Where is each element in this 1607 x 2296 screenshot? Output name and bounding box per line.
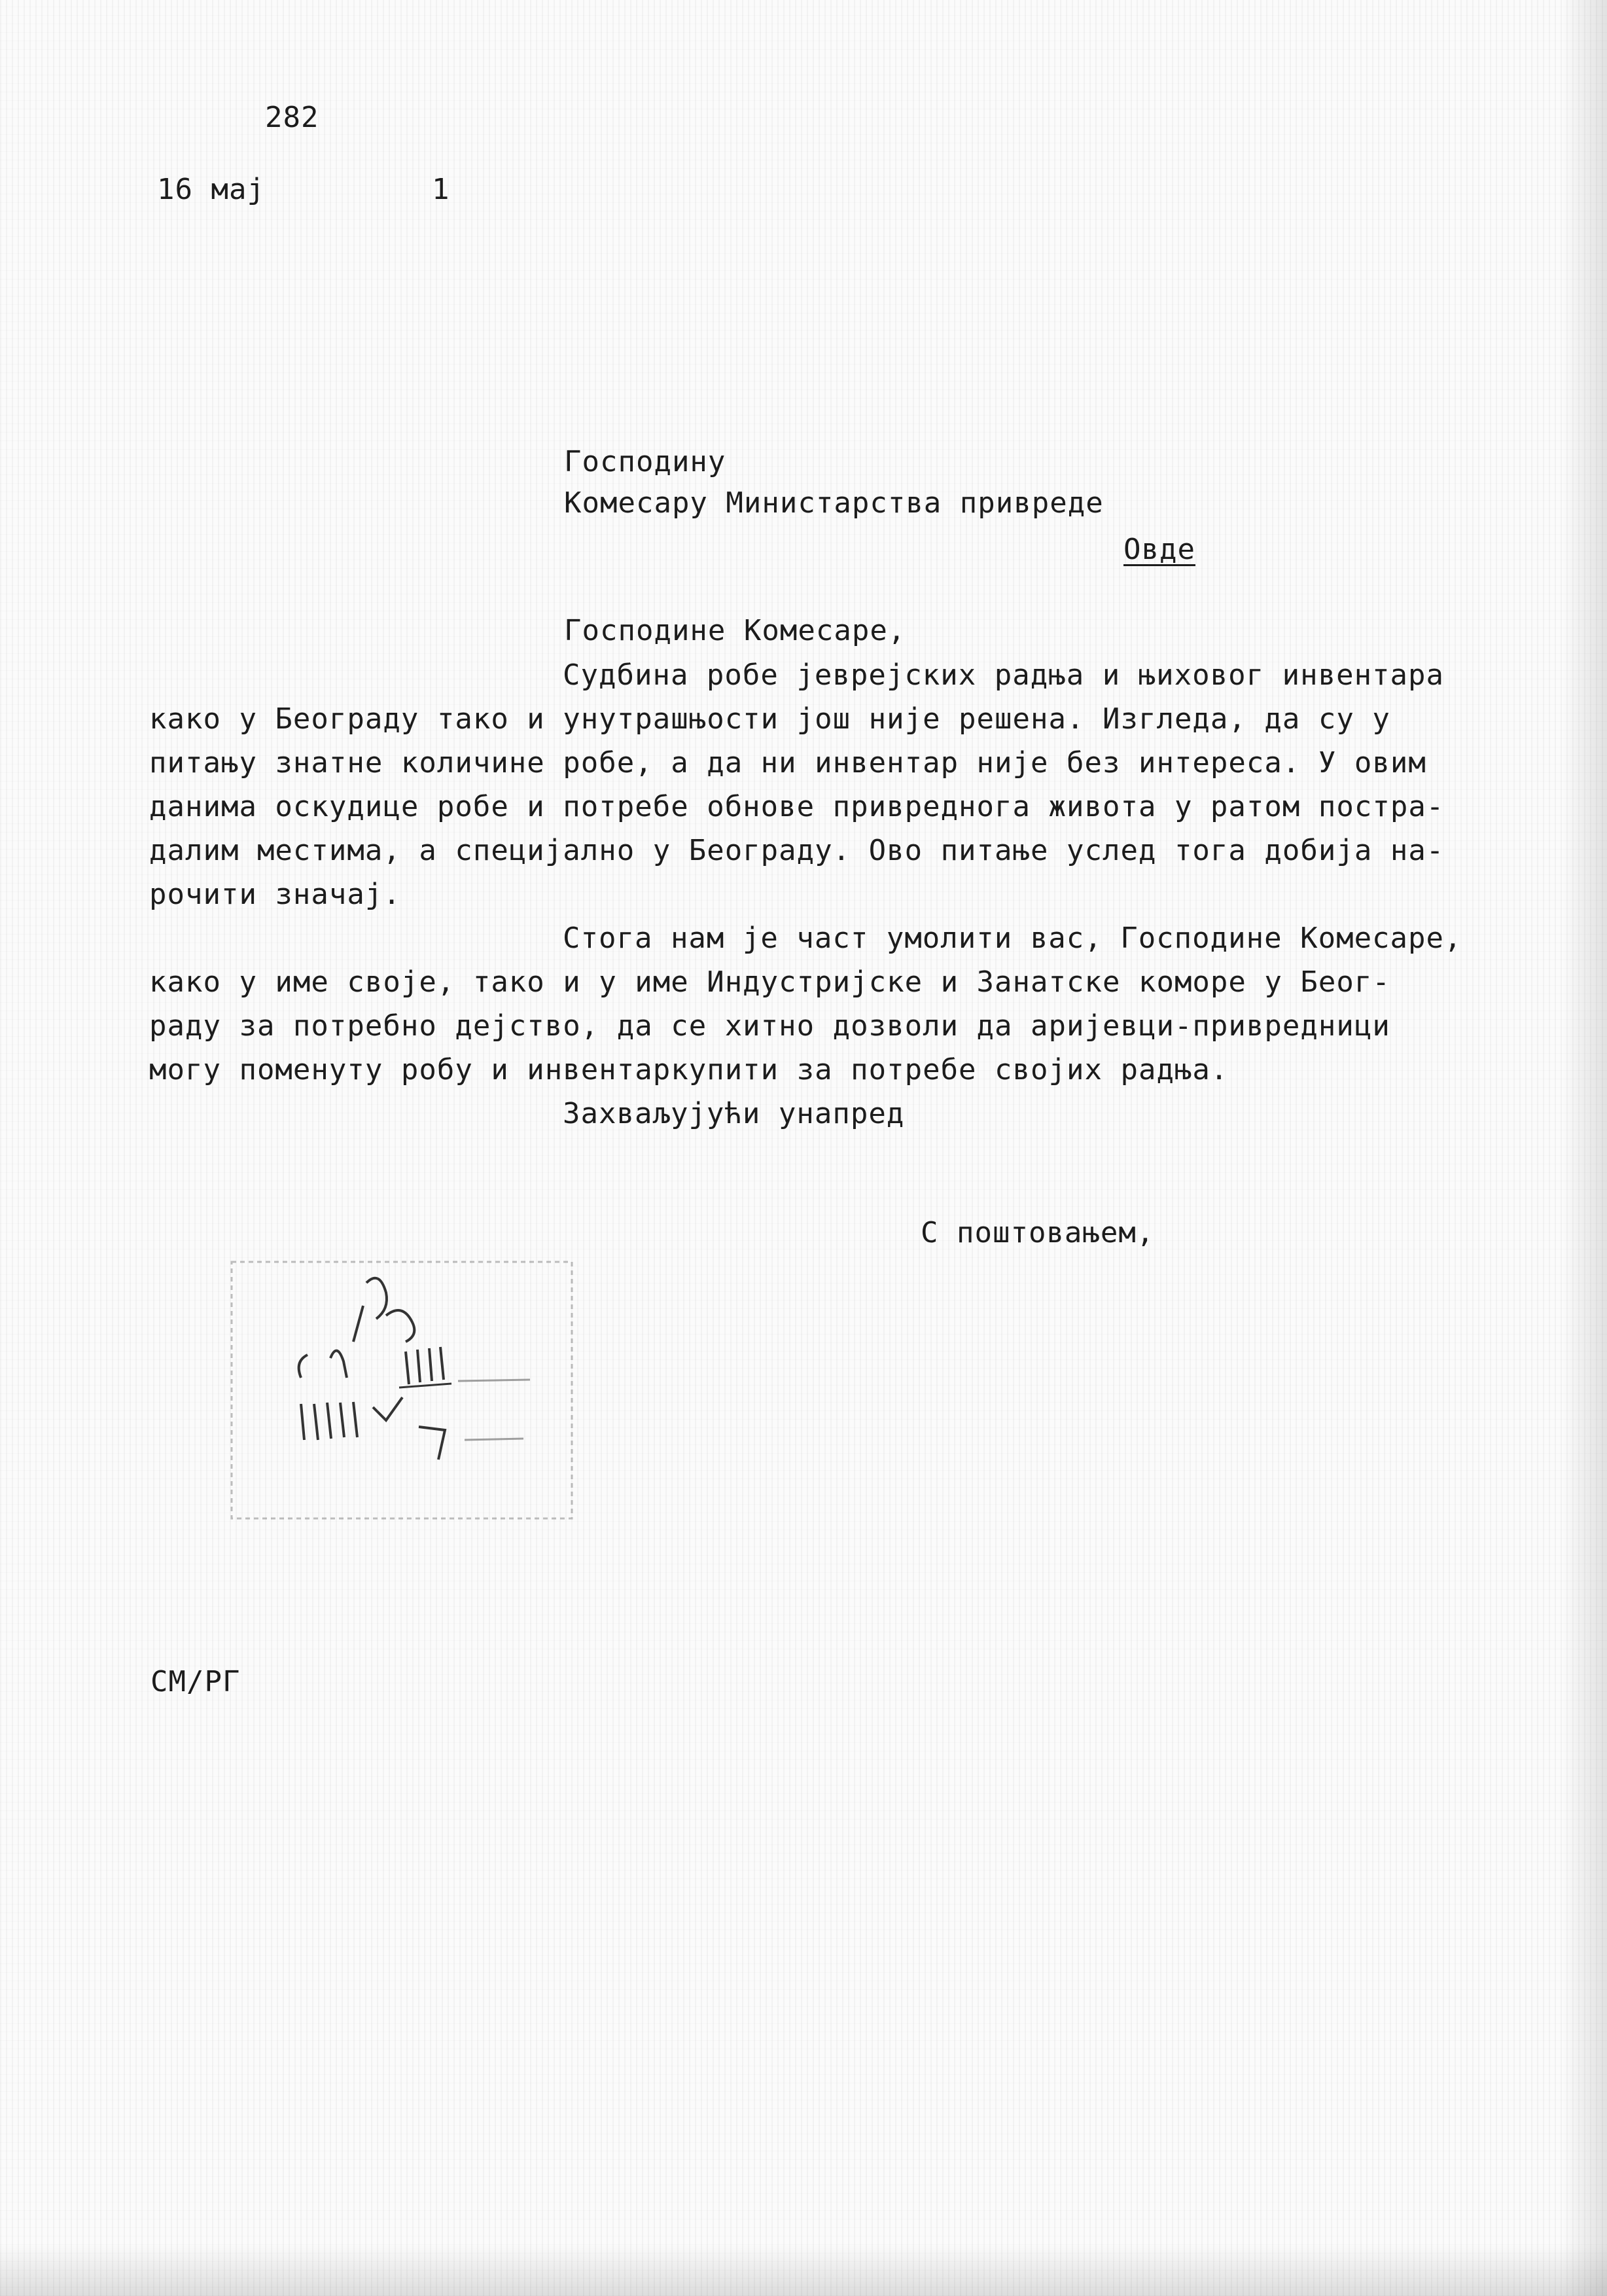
paragraph-2-line: Стога нам је част умолити вас, Господине Комесаре, (563, 922, 1462, 955)
paragraph-1-line: далим местима, а специјално у Београду. Ово питање услед тога добија на- (149, 834, 1445, 867)
page-number: 282 (265, 101, 319, 134)
addressee-line-1: Господину (564, 445, 726, 478)
closing: С поштовањем, (921, 1216, 1155, 1249)
date-line: 16 мај (157, 173, 265, 206)
thanks-line: Захваљујући унапред (563, 1097, 905, 1130)
paragraph-1-line: данима оскудице робе и потребе обнове привреднога живота у ратом постра- (149, 790, 1445, 823)
scan-shadow-bottom (0, 2244, 1607, 2296)
letter-body (149, 653, 1491, 1136)
paragraph-2-line: како у име своје, тако и у име Индустријске и Занатске коморе у Беог- (149, 965, 1390, 999)
paragraph-1-line: рочити значај. (149, 878, 401, 911)
addressee-line-3: Овде (1123, 533, 1195, 566)
reference-number: 1 (432, 173, 450, 206)
paragraph-2-line: могу поменуту робу и инвентаркупити за потребе својих радња. (149, 1053, 1229, 1086)
paragraph-1-line: питању знатне количине робе, а да ни инвентар није без интереса. У овим (149, 746, 1426, 780)
addressee-line-2: Комесару Министарства привреде (564, 486, 1104, 520)
handwritten-stamp-mark (222, 1244, 589, 1545)
initials: СМ/РГ (150, 1665, 241, 1698)
scan-shadow-right (1561, 0, 1607, 2296)
paragraph-1-line: како у Београду тако и унутрашњости још није решена. Изгледа, да су у (149, 702, 1390, 736)
paragraph-1-line: Судбина робе јеврејских радња и њиховог инвентара (563, 658, 1445, 692)
paragraph-2-line: раду за потребно дејство, да се хитно дозволи да аријевци-привредници (149, 1009, 1390, 1043)
salutation: Господине Комесаре, (564, 614, 906, 647)
